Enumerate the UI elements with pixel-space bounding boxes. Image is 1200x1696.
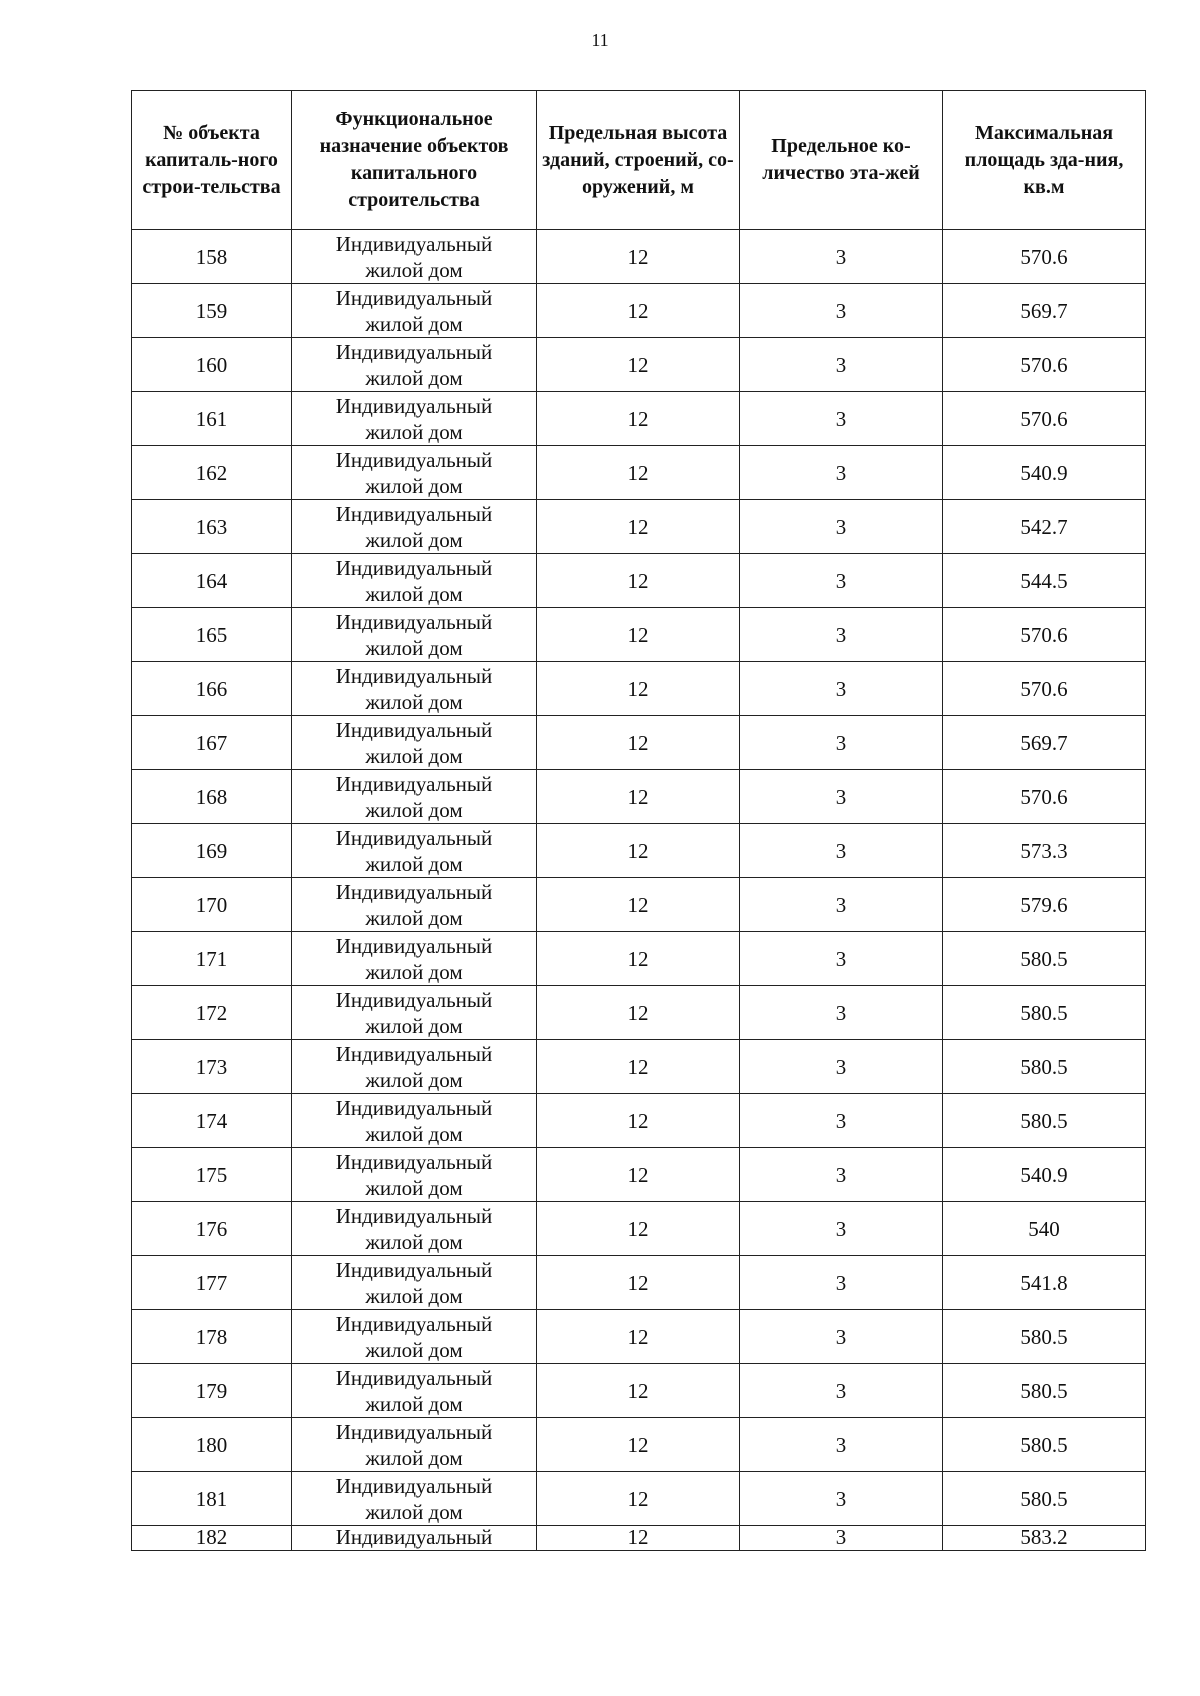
cell-function: Индивидуальный жилой дом (292, 824, 537, 878)
cell-function: Индивидуальный жилой дом (292, 1310, 537, 1364)
table-row (132, 1472, 1146, 1526)
cell-max-area: 570.6 (943, 338, 1146, 392)
cell-object-number: 167 (132, 716, 292, 770)
table-row (132, 554, 1146, 608)
cell-function: Индивидуальный жилой дом (292, 1040, 537, 1094)
cell-max-area: 540.9 (943, 1148, 1146, 1202)
cell-max-area: 580.5 (943, 986, 1146, 1040)
cell-function: Индивидуальный жилой дом (292, 392, 537, 446)
cell-max-height: 12 (537, 662, 740, 716)
cell-max-height: 12 (537, 338, 740, 392)
cell-max-height: 12 (537, 824, 740, 878)
cell-object-number: 159 (132, 284, 292, 338)
cell-max-height: 12 (537, 716, 740, 770)
cell-object-number: 176 (132, 1202, 292, 1256)
table-row (132, 338, 1146, 392)
page-number: 11 (591, 30, 609, 50)
cell-max-height: 12 (537, 608, 740, 662)
cell-max-floors: 3 (740, 1364, 943, 1418)
cell-max-floors: 3 (740, 608, 943, 662)
cell-max-area: 580.5 (943, 1040, 1146, 1094)
cell-max-area: 540 (943, 1202, 1146, 1256)
cell-object-number: 178 (132, 1310, 292, 1364)
cell-function: Индивидуальный жилой дом (292, 1256, 537, 1310)
cell-max-area: 569.7 (943, 284, 1146, 338)
cell-max-height: 12 (537, 1202, 740, 1256)
cell-object-number: 161 (132, 392, 292, 446)
cell-max-floors: 3 (740, 392, 943, 446)
cell-max-floors: 3 (740, 1202, 943, 1256)
cell-max-floors: 3 (740, 1256, 943, 1310)
cell-object-number: 164 (132, 554, 292, 608)
header-max-floors: Предельное ко-личество эта-жей (740, 91, 943, 230)
cell-object-number: 169 (132, 824, 292, 878)
cell-max-floors: 3 (740, 878, 943, 932)
cell-object-number: 162 (132, 446, 292, 500)
cell-max-area: 570.6 (943, 392, 1146, 446)
table-header-row (132, 91, 1146, 230)
cell-max-floors: 3 (740, 284, 943, 338)
cell-function: Индивидуальный жилой дом (292, 500, 537, 554)
header-object-number: № объекта капиталь-ного строи-тельства (132, 91, 292, 230)
cell-max-height: 12 (537, 1526, 740, 1551)
cell-max-area: 540.9 (943, 446, 1146, 500)
cell-object-number: 177 (132, 1256, 292, 1310)
cell-function: Индивидуальный жилой дом (292, 230, 537, 284)
cell-max-area: 544.5 (943, 554, 1146, 608)
cell-function: Индивидуальный жилой дом (292, 1472, 537, 1526)
cell-max-area: 580.5 (943, 1364, 1146, 1418)
table-row (132, 716, 1146, 770)
cell-object-number: 170 (132, 878, 292, 932)
cell-max-area: 570.6 (943, 770, 1146, 824)
table-row (132, 446, 1146, 500)
cell-max-area: 580.5 (943, 1094, 1146, 1148)
cell-max-height: 12 (537, 878, 740, 932)
cell-max-height: 12 (537, 1256, 740, 1310)
cell-max-height: 12 (537, 1094, 740, 1148)
table-row (132, 1364, 1146, 1418)
table-row (132, 1256, 1146, 1310)
cell-max-height: 12 (537, 770, 740, 824)
cell-max-floors: 3 (740, 1148, 943, 1202)
cell-max-area: 580.5 (943, 1472, 1146, 1526)
cell-max-height: 12 (537, 500, 740, 554)
cell-max-area: 583.2 (943, 1526, 1146, 1551)
header-function: Функциональное назначение объектов капитального строительства (292, 91, 537, 230)
table-body (132, 230, 1146, 1551)
cell-function: Индивидуальный жилой дом (292, 1094, 537, 1148)
cell-object-number: 179 (132, 1364, 292, 1418)
cell-max-height: 12 (537, 230, 740, 284)
table-row (132, 284, 1146, 338)
table-row (132, 608, 1146, 662)
cell-object-number: 168 (132, 770, 292, 824)
cell-object-number: 158 (132, 230, 292, 284)
cell-max-height: 12 (537, 392, 740, 446)
header-max-area: Максимальная площадь зда-ния, кв.м (943, 91, 1146, 230)
cell-max-area: 580.5 (943, 1310, 1146, 1364)
cell-max-floors: 3 (740, 1040, 943, 1094)
cell-function: Индивидуальный жилой дом (292, 770, 537, 824)
cell-object-number: 175 (132, 1148, 292, 1202)
table-row (132, 1418, 1146, 1472)
cell-function: Индивидуальный жилой дом (292, 446, 537, 500)
table-row (132, 770, 1146, 824)
cell-max-area: 541.8 (943, 1256, 1146, 1310)
cell-max-area: 570.6 (943, 230, 1146, 284)
cell-object-number: 160 (132, 338, 292, 392)
cell-max-floors: 3 (740, 716, 943, 770)
table-row (132, 1094, 1146, 1148)
cell-function: Индивидуальный жилой дом (292, 338, 537, 392)
cell-max-floors: 3 (740, 1094, 943, 1148)
cell-object-number: 163 (132, 500, 292, 554)
cell-max-height: 12 (537, 1310, 740, 1364)
cell-object-number: 165 (132, 608, 292, 662)
cell-max-floors: 3 (740, 1418, 943, 1472)
cell-max-floors: 3 (740, 446, 943, 500)
cell-max-area: 580.5 (943, 932, 1146, 986)
cell-max-floors: 3 (740, 338, 943, 392)
cell-max-area: 579.6 (943, 878, 1146, 932)
cell-object-number: 174 (132, 1094, 292, 1148)
cell-max-area: 570.6 (943, 608, 1146, 662)
cell-max-area: 569.7 (943, 716, 1146, 770)
cell-function: Индивидуальный жилой дом (292, 716, 537, 770)
table-row (132, 1202, 1146, 1256)
building-parameters-table (131, 90, 1146, 1551)
cell-max-floors: 3 (740, 824, 943, 878)
table-row (132, 824, 1146, 878)
table-row (132, 230, 1146, 284)
cell-object-number: 181 (132, 1472, 292, 1526)
cell-function: Индивидуальный жилой дом (292, 662, 537, 716)
cell-max-area: 573.3 (943, 824, 1146, 878)
cell-function: Индивидуальный жилой дом (292, 608, 537, 662)
cell-function: Индивидуальный жилой дом (292, 986, 537, 1040)
table-row (132, 662, 1146, 716)
cell-max-area: 570.6 (943, 662, 1146, 716)
cell-max-floors: 3 (740, 986, 943, 1040)
cell-max-area: 580.5 (943, 1418, 1146, 1472)
cell-max-area: 542.7 (943, 500, 1146, 554)
cell-function: Индивидуальный (292, 1526, 537, 1551)
cell-max-height: 12 (537, 1418, 740, 1472)
cell-max-height: 12 (537, 1148, 740, 1202)
cell-object-number: 182 (132, 1526, 292, 1551)
cell-object-number: 173 (132, 1040, 292, 1094)
table-row (132, 1310, 1146, 1364)
cell-function: Индивидуальный жилой дом (292, 1202, 537, 1256)
table-row (132, 986, 1146, 1040)
cell-max-floors: 3 (740, 230, 943, 284)
table-row (132, 392, 1146, 446)
cell-function: Индивидуальный жилой дом (292, 1148, 537, 1202)
table-row (132, 932, 1146, 986)
cell-max-floors: 3 (740, 1472, 943, 1526)
cell-max-height: 12 (537, 284, 740, 338)
cell-max-height: 12 (537, 554, 740, 608)
cell-max-floors: 3 (740, 1310, 943, 1364)
cell-function: Индивидуальный жилой дом (292, 1418, 537, 1472)
table-row (132, 1526, 1146, 1551)
cell-max-height: 12 (537, 1472, 740, 1526)
cell-max-height: 12 (537, 1040, 740, 1094)
cell-max-floors: 3 (740, 500, 943, 554)
cell-object-number: 171 (132, 932, 292, 986)
cell-max-height: 12 (537, 986, 740, 1040)
cell-max-height: 12 (537, 932, 740, 986)
cell-max-floors: 3 (740, 554, 943, 608)
cell-max-floors: 3 (740, 1526, 943, 1551)
cell-max-floors: 3 (740, 662, 943, 716)
cell-object-number: 172 (132, 986, 292, 1040)
cell-max-height: 12 (537, 1364, 740, 1418)
cell-function: Индивидуальный жилой дом (292, 878, 537, 932)
cell-function: Индивидуальный жилой дом (292, 284, 537, 338)
cell-function: Индивидуальный жилой дом (292, 554, 537, 608)
header-max-height: Предельная высота зданий, строений, со-оружений, м (537, 91, 740, 230)
table-row (132, 878, 1146, 932)
cell-function: Индивидуальный жилой дом (292, 1364, 537, 1418)
cell-max-height: 12 (537, 446, 740, 500)
cell-object-number: 180 (132, 1418, 292, 1472)
cell-function: Индивидуальный жилой дом (292, 932, 537, 986)
table-row (132, 500, 1146, 554)
table-row (132, 1148, 1146, 1202)
cell-object-number: 166 (132, 662, 292, 716)
cell-max-floors: 3 (740, 770, 943, 824)
table-row (132, 1040, 1146, 1094)
cell-max-floors: 3 (740, 932, 943, 986)
